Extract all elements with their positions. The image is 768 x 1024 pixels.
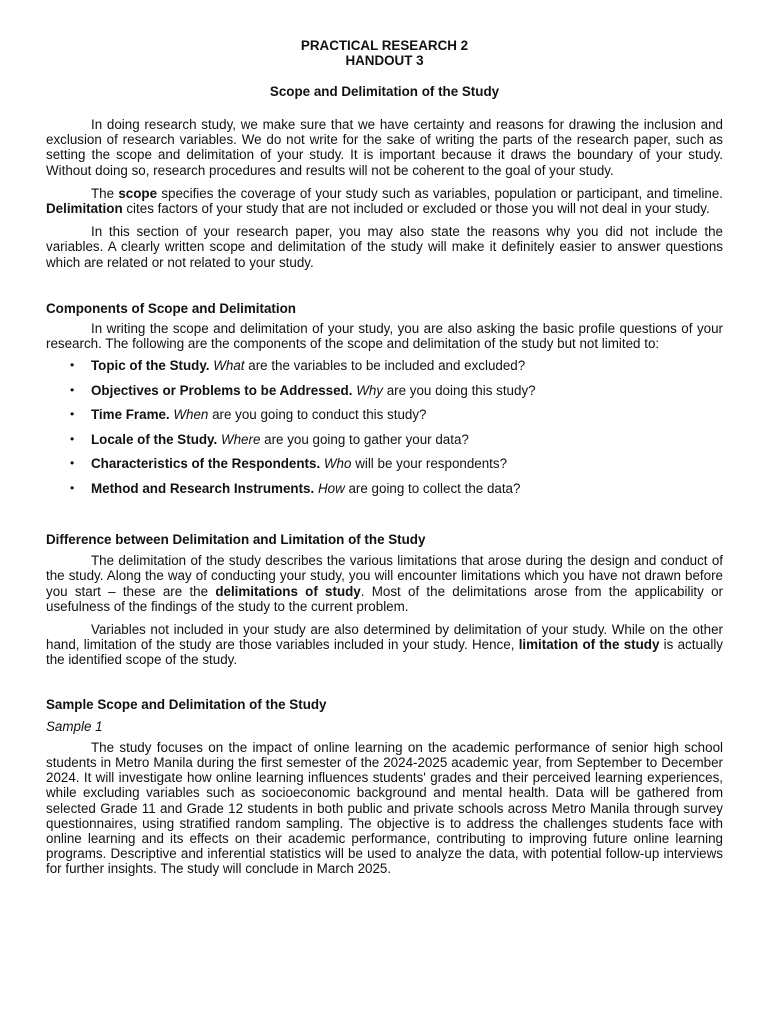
delimitations-term: delimitations of study	[215, 583, 361, 599]
list-item: • Time Frame. When are you going to conduct this study?	[70, 407, 427, 423]
delimitation-term: Delimitation	[46, 201, 123, 217]
sample-label: Sample 1	[46, 718, 103, 734]
sample-heading: Sample Scope and Delimitation of the Study	[46, 696, 327, 712]
bullet-icon: •	[70, 358, 75, 373]
bullet-icon: •	[70, 407, 75, 422]
list-item: • Method and Research Instruments. How are going to collect the data?	[70, 480, 521, 496]
list-item: • Topic of the Study. What are the variables to be included and excluded?	[70, 358, 526, 374]
handout-number: HANDOUT 3	[345, 53, 424, 68]
sample-paragraph: The study focuses on the impact of online learning on the academic performance of senior high school students in Metro Manila during the first semester of the 2024-2025 academic year, from September to December 2024. It will investigate how online learning influences students' grades and their perceived learning experiences, while excluding variables such as socioeconomic background and mental health. Data will be gathered from selected Grade 11 and Grade 12 students in both public and private schools across Metro Manila through survey questionnaires, using stratified random sampling. The objective is to address the challenges students face with online learning and its effects on their academic performance, contributing to improving future online learning programs. Descriptive and inferential statistics will be used to analyze the data, with potential follow-up interviews for further insights. The study will conclude in March 2025.	[46, 739, 723, 877]
components-list	[46, 358, 723, 505]
difference-paragraph-2: Variables not included in your study are also determined by delimitation of your study. While on the other hand, limitation of the study are those variables included in your study. Hence, limitation of the study is actually the identified scope of the study.	[46, 622, 723, 668]
bullet-icon: •	[70, 431, 75, 446]
list-item: • Characteristics of the Respondents. Who will be your respondents?	[70, 456, 508, 472]
intro-paragraph-3: In this section of your research paper, you may also state the reasons why you did not include the variables. A clearly written scope and delimitation of the study will make it definitely easier to answer questions which are related or not related to your study.	[46, 224, 723, 270]
difference-paragraph-1: The delimitation of the study describes the various limitations that arose during the design and conduct of the study. Along the way of conducting your study, you will encounter limitations which you have not drawn before you start – these are the delimitations of study. Most of the delimitations arose from the applicability or usefulness of the findings of the study to the current problem.	[46, 553, 723, 614]
handout-page	[46, 38, 723, 877]
scope-term: scope	[118, 185, 158, 201]
course-title: PRACTICAL RESEARCH 2	[300, 38, 469, 53]
intro-paragraph-1: In doing research study, we make sure that we have certainty and reasons for drawing the inclusion and exclusion of research variables. We do not write for the sake of writing the parts of the research paper, such as setting the scope and delimitation of your study. It is important because it draws the boundary of your study. Without doing so, research procedures and results will not be coherent to the goal of your study.	[46, 117, 723, 178]
list-item: • Objectives or Problems to be Addressed. Why are you doing this study?	[70, 382, 536, 398]
components-heading: Components of Scope and Delimitation	[46, 300, 296, 316]
bullet-icon: •	[70, 480, 75, 495]
difference-heading: Difference between Delimitation and Limitation of the Study	[46, 532, 426, 548]
list-item: • Locale of the Study. Where are you going to gather your data?	[70, 431, 469, 447]
bullet-icon: •	[70, 456, 75, 471]
intro-paragraph-2: The scope specifies the coverage of your study such as variables, population or participant, and timeline. Delimitation cites factors of your study that are not included or excluded or those you will not deal in your study.	[46, 185, 723, 217]
bullet-icon: •	[70, 382, 75, 397]
limitation-term: limitation of the study	[518, 637, 660, 653]
components-intro: In writing the scope and delimitation of your study, you are also asking the basic profile questions of your research. The following are the components of the scope and delimitation of the study but not limited to:	[46, 320, 723, 352]
topic-title: Scope and Delimitation of the Study	[269, 84, 500, 99]
